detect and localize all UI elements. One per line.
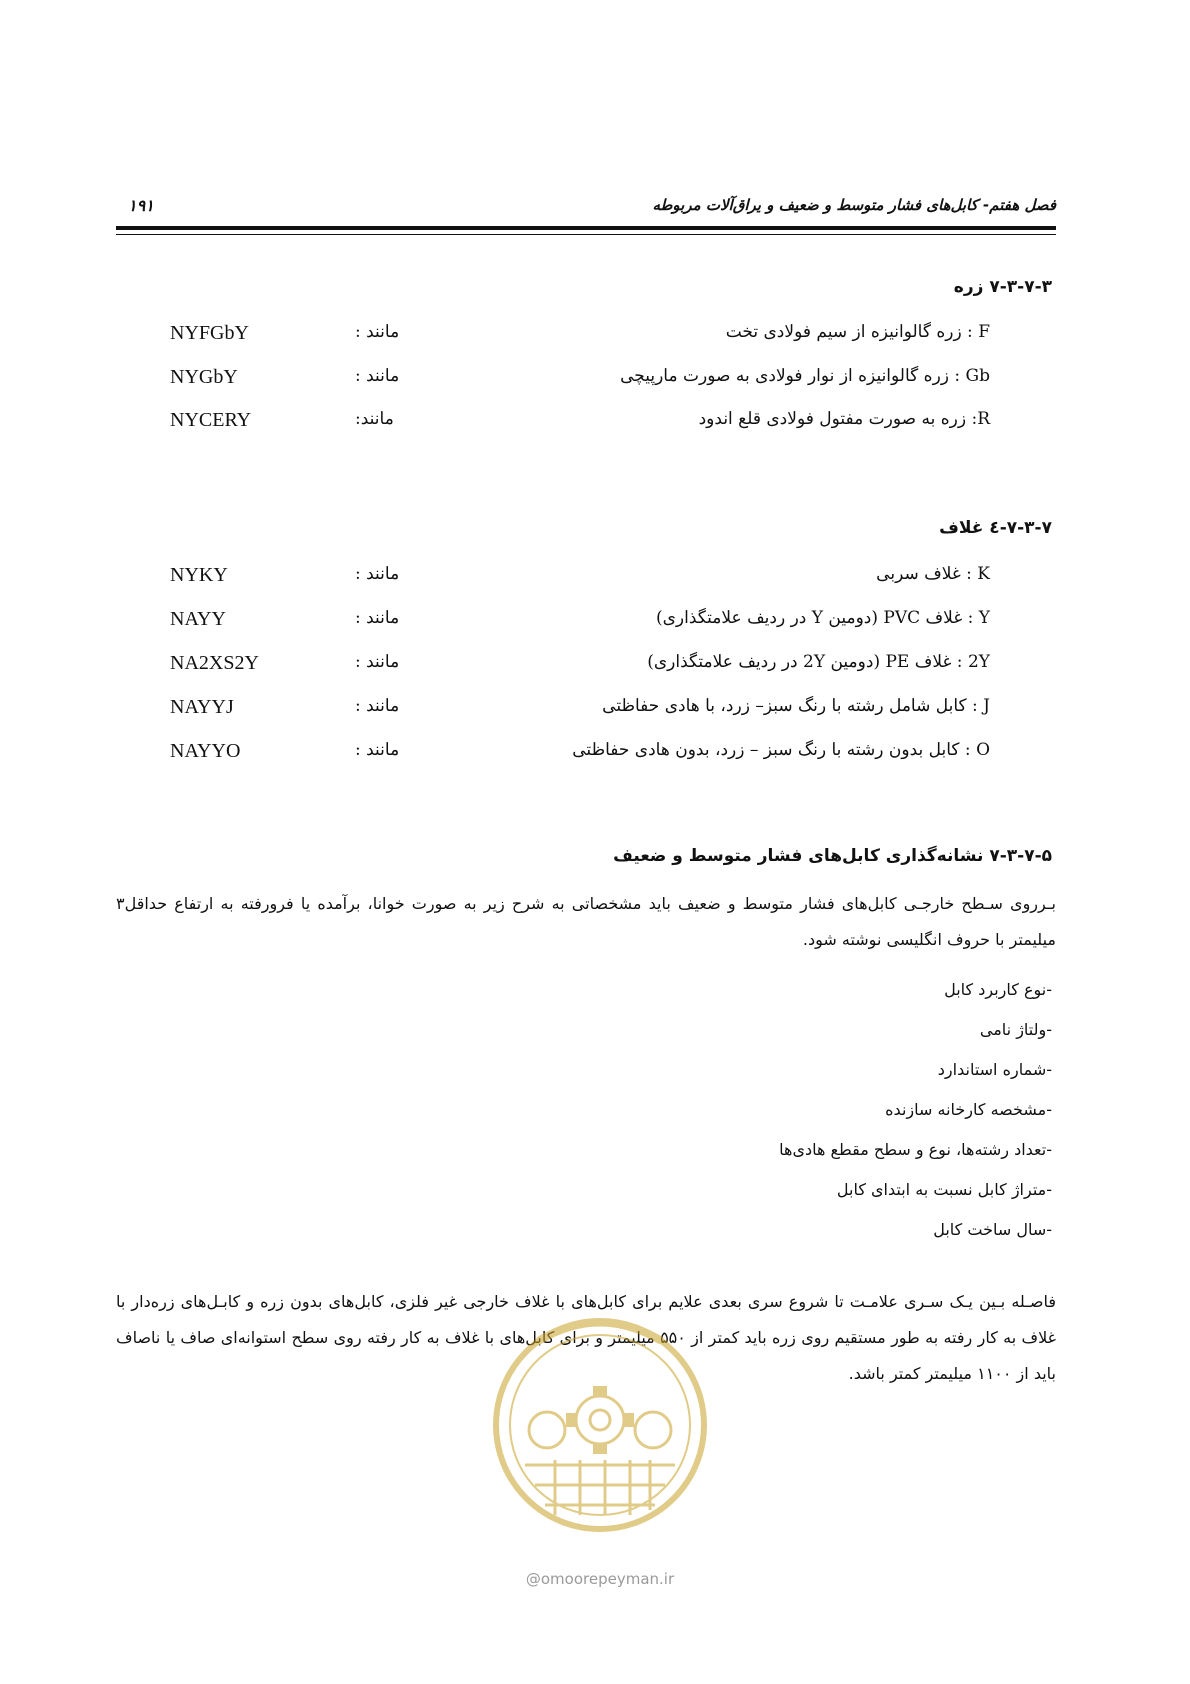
list-item: -شماره استاندارد xyxy=(937,1060,1052,1079)
sheath-row-description: O : کابل بدون رشته با رنگ سبز – زرد، بدون هادی حفاظتی xyxy=(572,740,990,760)
sheath-row-code: NAYYO xyxy=(170,740,241,762)
armor-row xyxy=(150,322,990,352)
sheath-row-like-label: مانند : xyxy=(355,740,400,760)
armor-row xyxy=(150,366,990,396)
armor-row-code: NYFGbY xyxy=(170,322,249,344)
sheath-row-description: K : غلاف سربی xyxy=(876,564,990,584)
sheath-row-like-label: مانند : xyxy=(355,652,400,672)
watermark-url: @omoorepeyman.ir xyxy=(525,1570,675,1588)
section-heading-marking: ۷-۳-۷-۵ نشانه‌گذاری کابل‌های فشار متوسط و ضعیف xyxy=(613,846,1052,866)
sheath-row-description: 2Y : غلاف PE (دومین 2Y در ردیف علامتگذاری) xyxy=(647,652,990,672)
header-rule xyxy=(116,226,1056,230)
armor-row xyxy=(150,409,990,439)
page-number: ۱۹۱ xyxy=(128,196,154,215)
watermark-seal-icon xyxy=(485,1300,715,1575)
armor-row-description: R: زره به صورت مفتول فولادی قلع اندود xyxy=(698,409,990,429)
armor-row-description: F : زره گالوانیزه از سیم فولادی تخت xyxy=(725,322,990,342)
marking-spacing-paragraph: فاصـله بـین یـک سـری علامـت تا شروع سری بعدی علایم برای کابل‌های با غلاف خارجی غیر فلزی، کابل‌های بدون زره و کابـل‌های زره‌دار با غلاف به کار رفته به طور مستقیم روی زره باید کمتر از ۵۵۰ میلیمتر و برای کابل‌های با غلاف به کار رفته روی سطح استوانه‌ای صاف یا ناصاف باید از ۱۱۰۰ میلیمتر کمتر باشد. xyxy=(116,1292,1056,1383)
list-item: -تعداد رشته‌ها، نوع و سطح مقطع هادی‌ها xyxy=(779,1140,1052,1159)
sheath-row-code: NAYY xyxy=(170,608,226,630)
list-item: -متراژ کابل نسبت به ابتدای کابل xyxy=(836,1180,1052,1199)
sheath-row-code: NAYYJ xyxy=(170,696,234,718)
section-heading-sheath: ۷-۳-۷-٤ غلاف xyxy=(939,518,1052,538)
armor-row-like-label: مانند: xyxy=(355,409,394,429)
sheath-row-code: NA2XS2Y xyxy=(170,652,259,674)
sheath-row-description: J : کابل شامل رشته با رنگ سبز– زرد، با هادی حفاظتی xyxy=(602,696,990,716)
marking-requirements-list xyxy=(779,970,1052,1250)
marking-intro-paragraph: بـرروی سـطح خارجـی کابل‌های فشار متوسط و ضعیف باید مشخصاتی به شرح زیر به صورت خوانا، برآمده یا فرورفته به ارتفاع حداقل۳ میلیمتر با حروف انگلیسی نوشته شود. xyxy=(116,894,1056,949)
sheath-row xyxy=(150,740,990,770)
sheath-row xyxy=(150,564,990,594)
list-item: -نوع کاربرد کابل xyxy=(944,980,1052,999)
header-rule-thin xyxy=(116,234,1056,235)
armor-row-code: NYGbY xyxy=(170,366,238,388)
sheath-row-like-label: مانند : xyxy=(355,608,400,628)
sheath-row-description: Y : غلاف PVC (دومین Y در ردیف علامتگذاری) xyxy=(655,608,990,628)
section-heading-armor: ۷-۳-۷-۳ زره xyxy=(953,277,1052,297)
sheath-row-code: NYKY xyxy=(170,564,228,586)
sheath-row xyxy=(150,652,990,682)
sheath-row xyxy=(150,696,990,726)
sheath-row-like-label: مانند : xyxy=(355,696,400,716)
armor-row-like-label: مانند : xyxy=(355,366,400,386)
armor-row-like-label: مانند : xyxy=(355,322,400,342)
list-item: -مشخصه کارخانه سازنده xyxy=(885,1100,1052,1119)
armor-row-code: NYCERY xyxy=(170,409,252,431)
sheath-row xyxy=(150,608,990,638)
armor-row-description: Gb : زره گالوانیزه از نوار فولادی به صورت مارپیچی xyxy=(620,366,990,386)
chapter-title: فصل هفتم- کابل‌های فشار متوسط و ضعیف و یراق‌آلات مربوطه xyxy=(652,196,1056,214)
sheath-row-like-label: مانند : xyxy=(355,564,400,584)
page-header xyxy=(116,196,1056,226)
list-item: -ولتاژ نامی xyxy=(979,1020,1052,1039)
list-item: -سال ساخت کابل xyxy=(933,1220,1052,1239)
